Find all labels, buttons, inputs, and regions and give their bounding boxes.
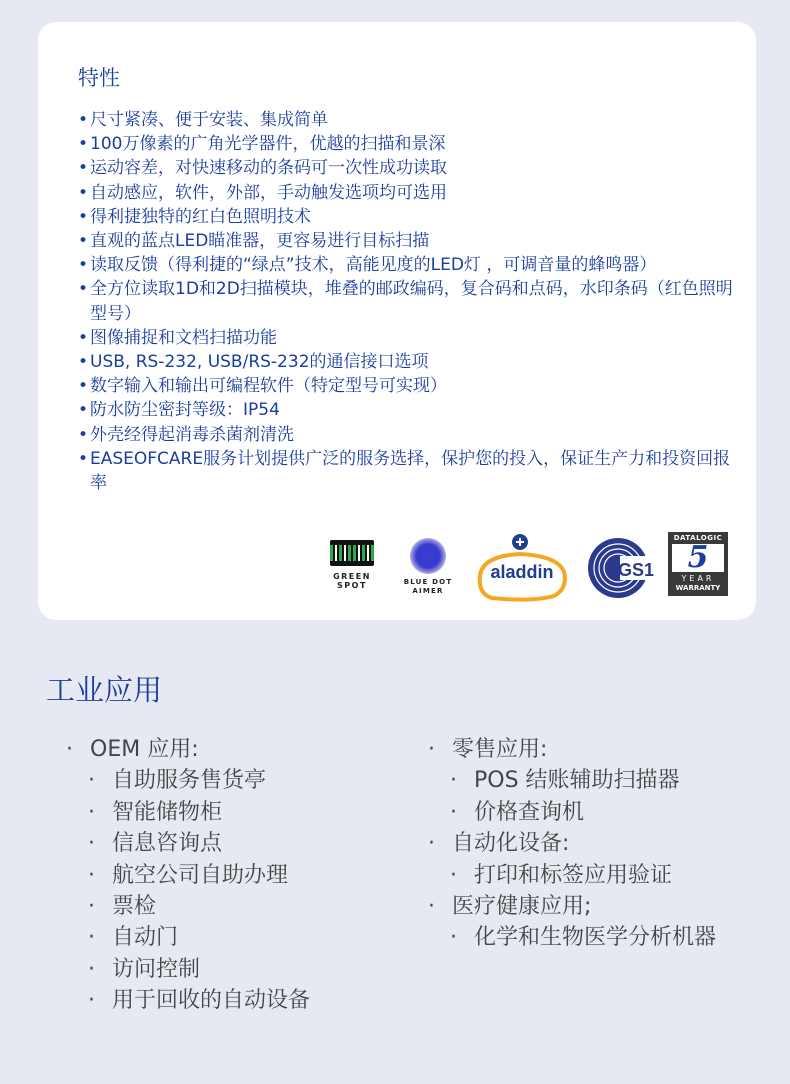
aladdin-logo	[472, 532, 572, 602]
industry-item: · 打印和标签应用验证	[428, 860, 716, 891]
feature-item: • 外壳经得起消毒杀菌剂清洗	[78, 423, 738, 447]
industry-left-list	[66, 734, 310, 1017]
feature-list	[78, 108, 738, 495]
industry-category: · 医疗健康应用;	[428, 891, 716, 922]
feature-item: • 直观的蓝点LED瞄准器，更容易进行目标扫描	[78, 229, 738, 253]
industry-item: · 用于回收的自动设备	[66, 985, 310, 1016]
industry-category: · 自动化设备:	[428, 828, 716, 859]
green-spot-line1: GREEN	[333, 572, 371, 581]
industry-item: · 航空公司自助办理	[66, 860, 310, 891]
green-spot-line2: SPOT	[337, 581, 367, 590]
industry-item: · 化学和生物医学分析机器	[428, 922, 716, 953]
certification-logos	[322, 528, 732, 604]
gs1-text: GS1	[617, 560, 654, 580]
industry-item: · POS 结账辅助扫描器	[428, 765, 716, 796]
warranty-brand: DATALOGIC	[673, 534, 723, 542]
blue-dot-line2: AIMER	[412, 587, 444, 595]
warranty-year: YEAR	[681, 574, 715, 583]
feature-item: • 得利捷独特的红白色照明技术	[78, 205, 738, 229]
features-card	[38, 22, 756, 620]
warranty-label: WARRANTY	[675, 584, 721, 592]
gs1-logo	[584, 536, 654, 600]
industry-category: · OEM 应用:	[66, 734, 310, 765]
warranty-badge	[668, 532, 728, 596]
feature-item: • 尺寸紧凑、便于安装、集成简单	[78, 108, 738, 132]
industry-item: · 访问控制	[66, 954, 310, 985]
feature-item: • 运动容差，对快速移动的条码可一次性成功读取	[78, 156, 738, 180]
feature-item: • 100万像素的广角光学器件，优越的扫描和景深	[78, 132, 738, 156]
blue-dot-icon	[410, 538, 446, 574]
blue-dot-line1: BLUE DOT	[403, 578, 453, 586]
gs1-icon	[584, 536, 654, 600]
feature-item: • 防水防尘密封等级：IP54	[78, 398, 738, 422]
blue-dot-logo	[396, 534, 460, 602]
industry-item: · 自助服务售货亭	[66, 765, 310, 796]
industry-item: · 自动门	[66, 922, 310, 953]
green-spot-icon	[330, 540, 374, 566]
industry-right-list	[428, 734, 716, 954]
industry-item: · 智能储物柜	[66, 797, 310, 828]
features-title: 特性	[78, 66, 120, 90]
warranty-number: 5	[687, 540, 709, 575]
industry-item: · 价格查询机	[428, 797, 716, 828]
green-spot-logo	[322, 536, 382, 600]
industry-item: · 票检	[66, 891, 310, 922]
industry-title: 工业应用	[46, 673, 163, 707]
feature-item: • 读取反馈（得利捷的“绿点”技术，高能见度的LED灯 ，可调音量的蜂鸣器）	[78, 253, 738, 277]
feature-item: • 数字输入和输出可编程软件（特定型号可实现）	[78, 374, 738, 398]
feature-item: • 全方位读取1D和2D扫描模块，堆叠的邮政编码，复合码和点码，水印条码（红色照明型号）	[78, 277, 738, 325]
feature-item: • USB, RS-232, USB/RS-232的通信接口选项	[78, 350, 738, 374]
feature-item: • 图像捕捉和文档扫描功能	[78, 326, 738, 350]
aladdin-icon	[472, 532, 572, 602]
feature-item: • EASEOFCARE服务计划提供广泛的服务选择，保护您的投入，保证生产力和投资回报率	[78, 447, 738, 495]
industry-category: · 零售应用:	[428, 734, 716, 765]
feature-item: • 自动感应，软件，外部，手动触发选项均可选用	[78, 181, 738, 205]
aladdin-text: aladdin	[490, 562, 554, 582]
industry-item: · 信息咨询点	[66, 828, 310, 859]
